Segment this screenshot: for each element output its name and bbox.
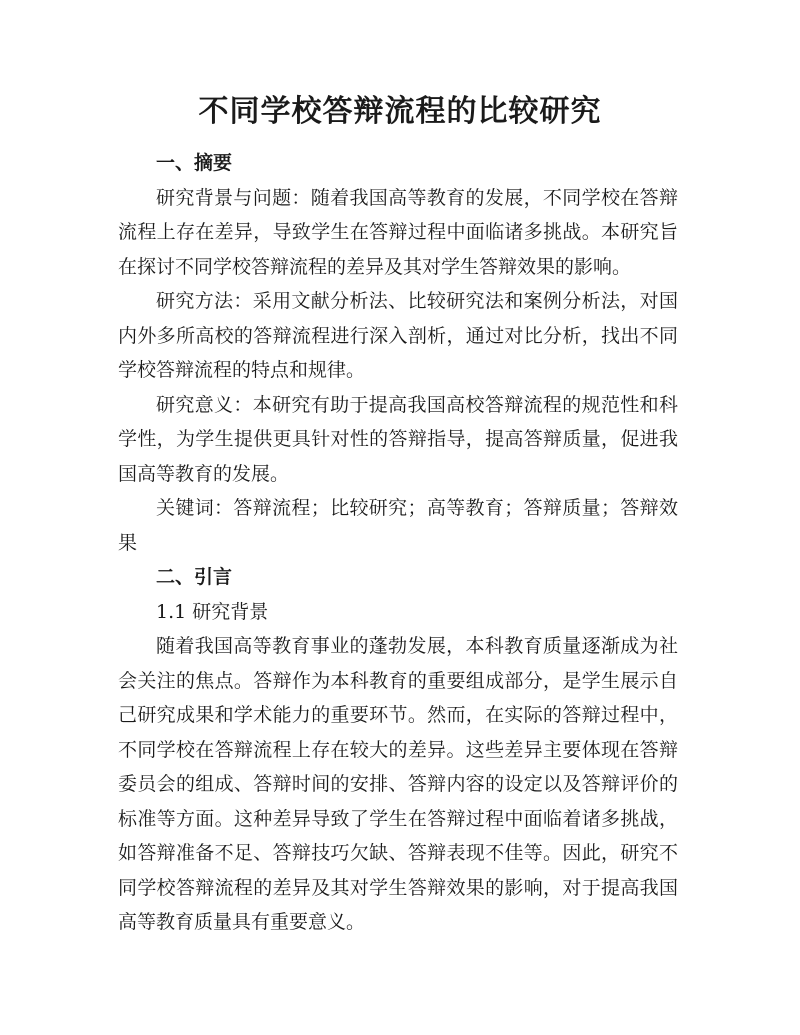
keywords-paragraph: 关键词：答辩流程；比较研究；高等教育；答辩质量；答辩效果 — [118, 497, 678, 554]
document-title: 不同学校答辩流程的比较研究 — [198, 94, 602, 129]
intro-heading: 二、引言 — [156, 566, 233, 588]
abstract-background-paragraph: 研究背景与问题：随着我国高等教育的发展，不同学校在答辩流程上存在差异，导致学生在答辩过程中面临诸多挑战。本研究旨在探讨不同学校答辩流程的差异及其对学生答辩效果的影响。 — [118, 186, 678, 278]
section-1-1-heading: 1.1 研究背景 — [156, 600, 269, 623]
abstract-method-paragraph: 研究方法：采用文献分析法、比较研究法和案例分析法，对国内外多所高校的答辩流程进行深入剖析，通过对比分析，找出不同学校答辩流程的特点和规律。 — [118, 290, 678, 381]
abstract-significance-paragraph: 研究意义：本研究有助于提高我国高校答辩流程的规范性和科学性，为学生提供更具针对性的答辩指导，提高答辩质量，促进我国高等教育的发展。 — [118, 393, 678, 485]
abstract-heading: 一、摘要 — [156, 152, 233, 174]
section-1-1-body-paragraph: 随着我国高等教育事业的蓬勃发展，本科教育质量逐渐成为社会关注的焦点。答辩作为本科教育的重要组成部分，是学生展示自己研究成果和学术能力的重要环节。然而，在实际的答辩过程中，不同学校在答辩流程上存在较大的差异。这些差异主要体现在答辩委员会的组成、答辩时间的安排、答辩内容的设定以及答辩评价的标准等方面。这种差异导致了学生在答辩过程中面临着诸多挑战，如答辩准备不足、答辩技巧欠缺、答辩表现不佳等。因此，研究不同学校答辩流程的差异及其对学生答辩效果的影响，对于提高我国高等教育质量具有重要意义。 — [118, 635, 678, 933]
document-body — [118, 146, 678, 940]
